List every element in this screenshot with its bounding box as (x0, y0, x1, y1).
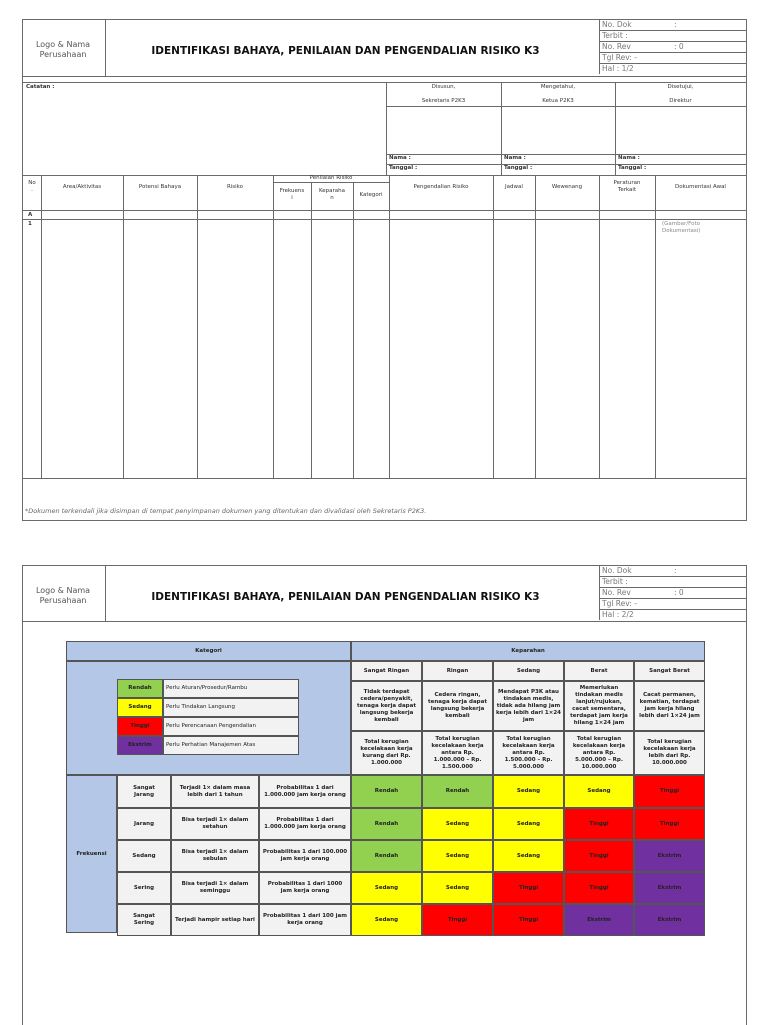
severity-name: Sangat Berat (634, 661, 705, 681)
severity-name: Berat (564, 661, 634, 681)
documentation-note: (Gambar/Foto Dokumentasi) (662, 221, 701, 234)
kategori-header: Kategori (66, 641, 351, 661)
risk-level-cell: Ekstrim (634, 872, 705, 904)
risk-level-cell: Tinggi (493, 872, 564, 904)
company-logo-placeholder: Logo & Nama Perusahaan (35, 40, 91, 59)
legend-desc-ekstrim: Perlu Perhatian Manajemen Atas (163, 736, 299, 755)
risk-level-cell: Rendah (351, 808, 422, 840)
severity-name: Sedang (493, 661, 564, 681)
frequency-description: Bisa terjadi 1× dalam sebulan (171, 840, 259, 872)
legend-level-rendah: Rendah (117, 679, 163, 698)
revision-date-label: Tgl Rev: - (602, 53, 637, 62)
frequency-probability: Probabilitas 1 dari 1.000.000 jam kerja orang (259, 775, 351, 808)
risk-level-cell: Sedang (422, 840, 493, 872)
risk-level-cell: Ekstrim (564, 904, 634, 936)
severity-loss: Total kerugian kecelakaan kerja antara Rp. 1.000.000 – Rp. 1.500.000 (422, 731, 493, 775)
col-peraturan: Peraturan Terkait (613, 180, 641, 193)
severity-description: Memerlukan tindakan medis lanjut/rujukan, cacat sementara, terdapat jam kerja hilang 1×24 jam (564, 681, 634, 731)
severity-loss: Total kerugian kecelakaan kerja antara Rp. 1.500.000 – Rp. 5.000.000 (493, 731, 564, 775)
frequency-name: Sangat Sering (117, 904, 171, 936)
legend-level-ekstrim: Ekstrim (117, 736, 163, 755)
doc-number-value: : (674, 20, 677, 29)
frequency-probability: Probabilitas 1 dari 100 jam kerja orang (259, 904, 351, 936)
document-title: IDENTIFIKASI BAHAYA, PENILAIAN DAN PENGENDALIAN RISIKO K3 (151, 591, 540, 603)
frequency-name: Jarang (117, 808, 171, 840)
severity-description: Tidak terdapat cedera/penyakit, tenaga kerja dapat langsung bekerja kembali (351, 681, 422, 731)
risk-level-cell: Tinggi (634, 775, 705, 808)
col-wewenang: Wewenang (551, 184, 583, 190)
form-page-2 (22, 565, 747, 1025)
revision-value: : 0 (674, 588, 684, 597)
approved-by-name: Direktur (669, 98, 692, 104)
risk-level-cell: Sedang (422, 808, 493, 840)
issued-label: Terbit : (602, 577, 628, 586)
col-jadwal: Jadwal (505, 184, 523, 190)
page-number: Hal : 1/2 (602, 64, 634, 73)
legend-desc-rendah: Perlu Aturan/Prosedur/Rambu (163, 679, 299, 698)
frequency-name: Sedang (117, 840, 171, 872)
legend-desc-tinggi: Perlu Perencanaan Pengendalian (163, 717, 299, 736)
frequency-description: Bisa terjadi 1× dalam setahun (171, 808, 259, 840)
frequency-probability: Probabilitas 1 dari 1.000.000 jam kerja orang (259, 808, 351, 840)
frequency-description: Terjadi 1× dalam masa lebih dari 1 tahun (171, 775, 259, 808)
frequency-name: Sangat Jarang (117, 775, 171, 808)
frekuensi-label: Frekuensi (66, 775, 117, 933)
risk-level-cell: Tinggi (634, 808, 705, 840)
footer-note: *Dokumen terkendali jika disimpan di tempat penyimpanan dokumen yang ditentukan dan divalidasi oleh Sekretaris P2K3. (25, 507, 427, 515)
col-risiko: Risiko (226, 184, 244, 190)
revision-label: No. Rev (602, 42, 631, 51)
acknowledged-by-role: Mengetahui, (540, 84, 576, 90)
approved-nama-label: Nama : (618, 155, 640, 161)
approved-tanggal-label: Tanggal : (618, 165, 647, 171)
keparahan-header: Keparahan (351, 641, 705, 661)
col-pengendalian: Pengendalian Risiko (413, 184, 469, 190)
col-penilaian-risiko: Penilaian Risiko (309, 175, 353, 181)
risk-level-cell: Tinggi (422, 904, 493, 936)
col-kategori: Kategori (359, 192, 383, 198)
risk-level-cell: Sedang (493, 775, 564, 808)
severity-description: Cedera ringan, tenaga kerja dapat langsung bekerja kembali (422, 681, 493, 731)
col-frekuensi: Frekuens i (279, 188, 305, 201)
revision-date-label: Tgl Rev: - (602, 599, 637, 608)
frequency-description: Bisa terjadi 1× dalam seminggu (171, 872, 259, 904)
acknowledged-by-name: Ketua P2K3 (542, 98, 574, 104)
revision-label: No. Rev (602, 588, 631, 597)
severity-name: Ringan (422, 661, 493, 681)
risk-level-cell: Rendah (422, 775, 493, 808)
legend-level-sedang: Sedang (117, 698, 163, 717)
prepared-nama-label: Nama : (389, 155, 411, 161)
catatan-label: Catatan : (26, 84, 55, 90)
risk-level-cell: Tinggi (564, 808, 634, 840)
risk-level-cell: Tinggi (493, 904, 564, 936)
form-page-1 (22, 19, 747, 521)
prepared-by-role: Disusun, (431, 84, 456, 90)
frequency-name: Sering (117, 872, 171, 904)
prepared-by-name: Sekretaris P2K3 (421, 98, 466, 104)
col-keparahan: Keparaha n (318, 188, 346, 201)
revision-value: : 0 (674, 42, 684, 51)
risk-level-cell: Tinggi (564, 840, 634, 872)
risk-level-cell: Sedang (351, 872, 422, 904)
risk-level-cell: Sedang (564, 775, 634, 808)
severity-loss: Total kerugian kecelakaan kerja kurang dari Rp. 1.000.000 (351, 731, 422, 775)
severity-description: Cacat permanen, kematian, terdapat jam kerja hilang lebih dari 1×24 jam (634, 681, 705, 731)
doc-number-value: : (674, 566, 677, 575)
document-title: IDENTIFIKASI BAHAYA, PENILAIAN DAN PENGENDALIAN RISIKO K3 (151, 45, 540, 57)
document-info (599, 20, 747, 74)
row-section-a: A (28, 212, 33, 218)
col-no: No . (28, 180, 36, 193)
risk-level-cell: Sedang (493, 808, 564, 840)
acknowledged-nama-label: Nama : (504, 155, 526, 161)
legend-level-tinggi: Tinggi (117, 717, 163, 736)
risk-level-cell: Ekstrim (634, 840, 705, 872)
risk-level-cell: Tinggi (564, 872, 634, 904)
approved-by-role: Disetujui, (667, 84, 694, 90)
issued-label: Terbit : (602, 31, 628, 40)
doc-number-label: No. Dok (602, 566, 632, 575)
risk-level-cell: Ekstrim (634, 904, 705, 936)
row-number-1: 1 (28, 221, 32, 227)
risk-level-cell: Rendah (351, 775, 422, 808)
frequency-probability: Probabilitas 1 dari 1000 jam kerja orang (259, 872, 351, 904)
severity-name: Sangat Ringan (351, 661, 422, 681)
risk-level-cell: Sedang (351, 904, 422, 936)
frequency-description: Terjadi hampir setiap hari (171, 904, 259, 936)
doc-number-label: No. Dok (602, 20, 632, 29)
document-info (599, 566, 747, 620)
company-logo-placeholder: Logo & Nama Perusahaan (35, 586, 91, 605)
severity-loss: Total kerugian kecelakaan kerja antara Rp. 5.000.000 – Rp. 10.000.000 (564, 731, 634, 775)
acknowledged-tanggal-label: Tanggal : (504, 165, 533, 171)
page-number: Hal : 2/2 (602, 610, 634, 619)
risk-level-cell: Sedang (422, 872, 493, 904)
col-dokumentasi: Dokumentasi Awal (675, 184, 726, 190)
legend-desc-sedang: Perlu Tindakan Langsung (163, 698, 299, 717)
col-area: Area/Aktivitas (62, 184, 102, 190)
risk-level-cell: Sedang (493, 840, 564, 872)
risk-level-cell: Rendah (351, 840, 422, 872)
prepared-tanggal-label: Tanggal : (389, 165, 418, 171)
col-potensi-bahaya: Potensi Bahaya (138, 184, 182, 190)
frequency-probability: Probabilitas 1 dari 100.000 jam kerja orang (259, 840, 351, 872)
severity-description: Mendapat P3K atau tindakan medis, tidak ada hilang jam kerja lebih dari 1×24 jam (493, 681, 564, 731)
severity-loss: Total kerugian kecelakaan kerja lebih dari Rp. 10.000.000 (634, 731, 705, 775)
